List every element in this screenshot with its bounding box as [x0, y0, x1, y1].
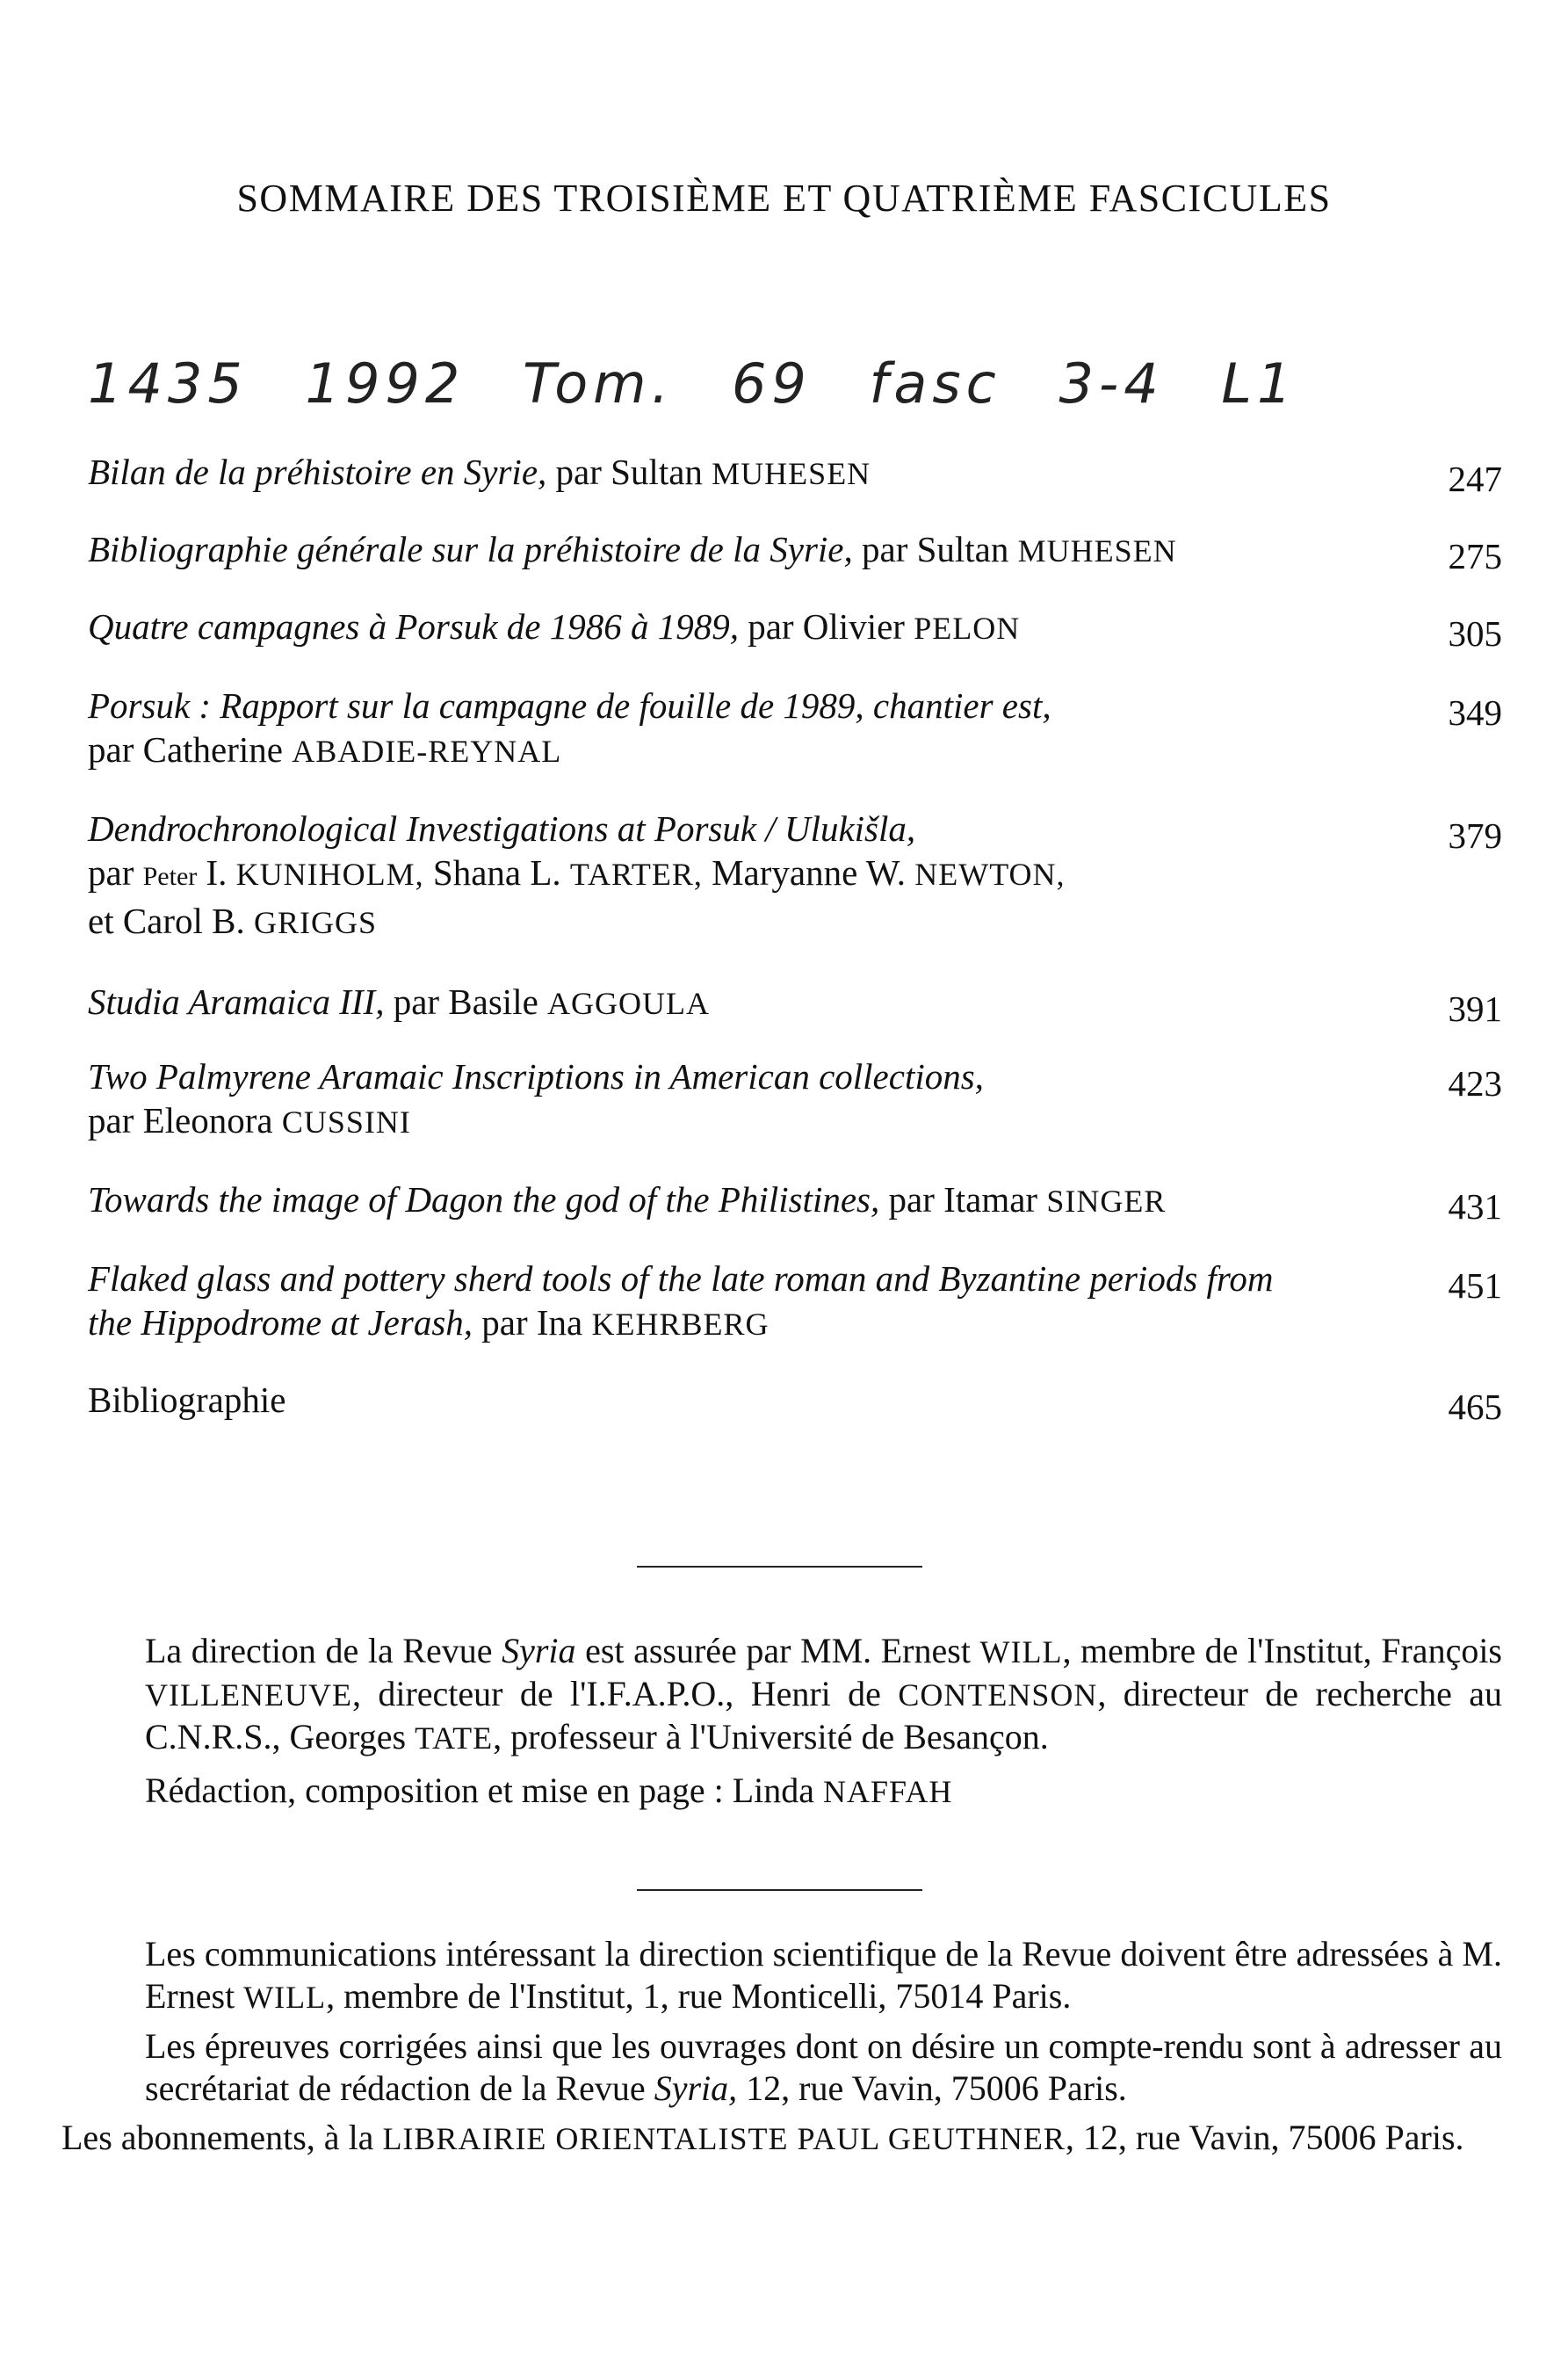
- text-segment: Les épreuves corrigées ainsi que les ouvrages dont on désire un compte-rendu sont à adresser au secrétariat de rédaction de la Revue: [145, 2026, 1502, 2108]
- text-segment: , 12, rue Vavin, 75006 Paris.: [1065, 2118, 1464, 2157]
- article-title: Dendrochronological Investigations at Porsuk / Ulukišla,: [88, 808, 916, 849]
- person-name: TATE: [415, 1720, 494, 1756]
- author-name: PELON: [914, 611, 1021, 646]
- article-title: Towards the image of Dagon the god of the Philistines,: [88, 1179, 880, 1220]
- page-number: 465: [1448, 1387, 1502, 1427]
- author-name: NEWTON,: [914, 857, 1066, 892]
- toc-entry: [88, 1177, 1502, 1227]
- person-name: VILLENEUVE: [145, 1677, 352, 1713]
- handwritten-annotation: 1435 1992 Tom. 69 fasc 3-4 L1: [88, 351, 1297, 416]
- author-prefix: par Eleonora: [88, 1100, 273, 1141]
- text-segment: Rédaction, composition et mise en page : Linda: [145, 1771, 815, 1810]
- author-prefix: par Catherine: [88, 729, 283, 770]
- article-title: Bibliographie générale sur la préhistoire de la Syrie,: [88, 529, 853, 569]
- article-title: Two Palmyrene Aramaic Inscriptions in American collections,: [88, 1056, 984, 1097]
- author-name: TARTER,: [569, 857, 703, 892]
- article-title: Studia Aramaica III,: [88, 981, 385, 1022]
- author-prefix: par Sultan: [862, 529, 1009, 569]
- text-segment: La direction de la Revue: [145, 1631, 493, 1670]
- text-segment: , membre de l'Institut, 1, rue Monticelli, 75014 Paris.: [326, 1976, 1072, 2016]
- author-name: GRIGGS: [254, 905, 378, 940]
- text-segment: , directeur de recherche au C.N.R.S., Georges: [145, 1674, 1503, 1756]
- page-number: 247: [1448, 459, 1502, 499]
- author-name: MUHESEN: [1017, 533, 1177, 569]
- publisher-name: LIBRAIRIE ORIENTALISTE PAUL GEUTHNER: [382, 2121, 1066, 2156]
- toc-entry: [88, 1378, 1502, 1427]
- article-title: Flaked glass and pottery sherd tools of the late roman and Byzantine periods from: [88, 1258, 1274, 1299]
- text-segment: 12, rue Vavin, 75006 Paris.: [746, 2068, 1127, 2108]
- toc-entry: [88, 684, 1502, 773]
- author-initial: I.: [206, 852, 228, 893]
- toc-entry: [88, 1054, 1502, 1144]
- toc-entry: [88, 807, 1502, 945]
- journal-name: Syria,: [654, 2068, 738, 2108]
- page-number: 423: [1448, 1063, 1502, 1104]
- author-name: KUNIHOLM,: [235, 857, 424, 892]
- text-segment: Les communications intéressant la direction scientifique de la Revue doivent être adressées à M. Ernest: [145, 1934, 1502, 2016]
- page-title: SOMMAIRE DES TROISIÈME ET QUATRIÈME FASCICULES: [236, 177, 1332, 220]
- text-segment: , directeur de l'I.F.A.P.O., Henri de: [351, 1674, 881, 1713]
- text-segment: , professeur à l'Université de Besançon.: [493, 1717, 1049, 1756]
- text-segment: Les abonnements, à la: [61, 2118, 374, 2157]
- author-first-name: et Carol B.: [88, 901, 245, 941]
- page-number: 275: [1448, 536, 1502, 576]
- page-number: 431: [1448, 1186, 1502, 1227]
- toc-entry: [88, 980, 1502, 1029]
- article-title-continued: the Hippodrome at Jerash,: [88, 1302, 473, 1343]
- divider: [637, 1889, 922, 1891]
- page-number: 349: [1448, 692, 1502, 733]
- author-prefix: par Basile: [393, 981, 538, 1022]
- author-first-name: Maryanne W.: [712, 852, 906, 893]
- article-title: Bilan de la préhistoire en Syrie,: [88, 452, 547, 492]
- divider: [637, 1566, 922, 1568]
- person-name: WILL: [979, 1634, 1063, 1669]
- author-name: ABADIE-REYNAL: [292, 734, 562, 769]
- author-prefix: par Itamar: [888, 1179, 1038, 1220]
- author-name: MUHESEN: [712, 456, 871, 491]
- author-name: KEHRBERG: [591, 1307, 770, 1342]
- direction-paragraph: [61, 1630, 1502, 1813]
- article-title: Bibliographie: [88, 1380, 286, 1420]
- page-number: 451: [1448, 1265, 1502, 1306]
- toc-entry: [88, 527, 1502, 576]
- person-name: CONTENSON: [898, 1677, 1098, 1713]
- article-title: Quatre campagnes à Porsuk de 1986 à 1989,: [88, 606, 739, 647]
- page-number: 391: [1448, 989, 1502, 1029]
- author-prefix: par Olivier: [748, 606, 905, 647]
- author-name: CUSSINI: [281, 1104, 411, 1140]
- author-prefix: par Sultan: [555, 452, 703, 492]
- person-name: NAFFAH: [823, 1774, 953, 1809]
- author-name: SINGER: [1046, 1184, 1167, 1219]
- toc-entry: [88, 605, 1502, 654]
- author-name: AGGOULA: [547, 986, 711, 1021]
- page-number: 305: [1448, 613, 1502, 654]
- author-first-name: Peter: [142, 862, 198, 891]
- page-number: 379: [1448, 815, 1502, 856]
- author-prefix: par: [88, 852, 134, 893]
- text-segment: , membre de l'Institut, François: [1062, 1631, 1502, 1670]
- toc-entry: [88, 450, 1502, 499]
- contacts-paragraph: [61, 1933, 1502, 2160]
- author-first-name: Shana L.: [432, 852, 561, 893]
- author-prefix: par Ina: [481, 1302, 583, 1343]
- text-segment: est assurée par MM. Ernest: [585, 1631, 971, 1670]
- journal-name: Syria: [502, 1631, 576, 1670]
- toc-entry: [88, 1257, 1502, 1346]
- article-title: Porsuk : Rapport sur la campagne de fouille de 1989, chantier est,: [88, 685, 1051, 726]
- person-name: WILL: [243, 1980, 327, 2015]
